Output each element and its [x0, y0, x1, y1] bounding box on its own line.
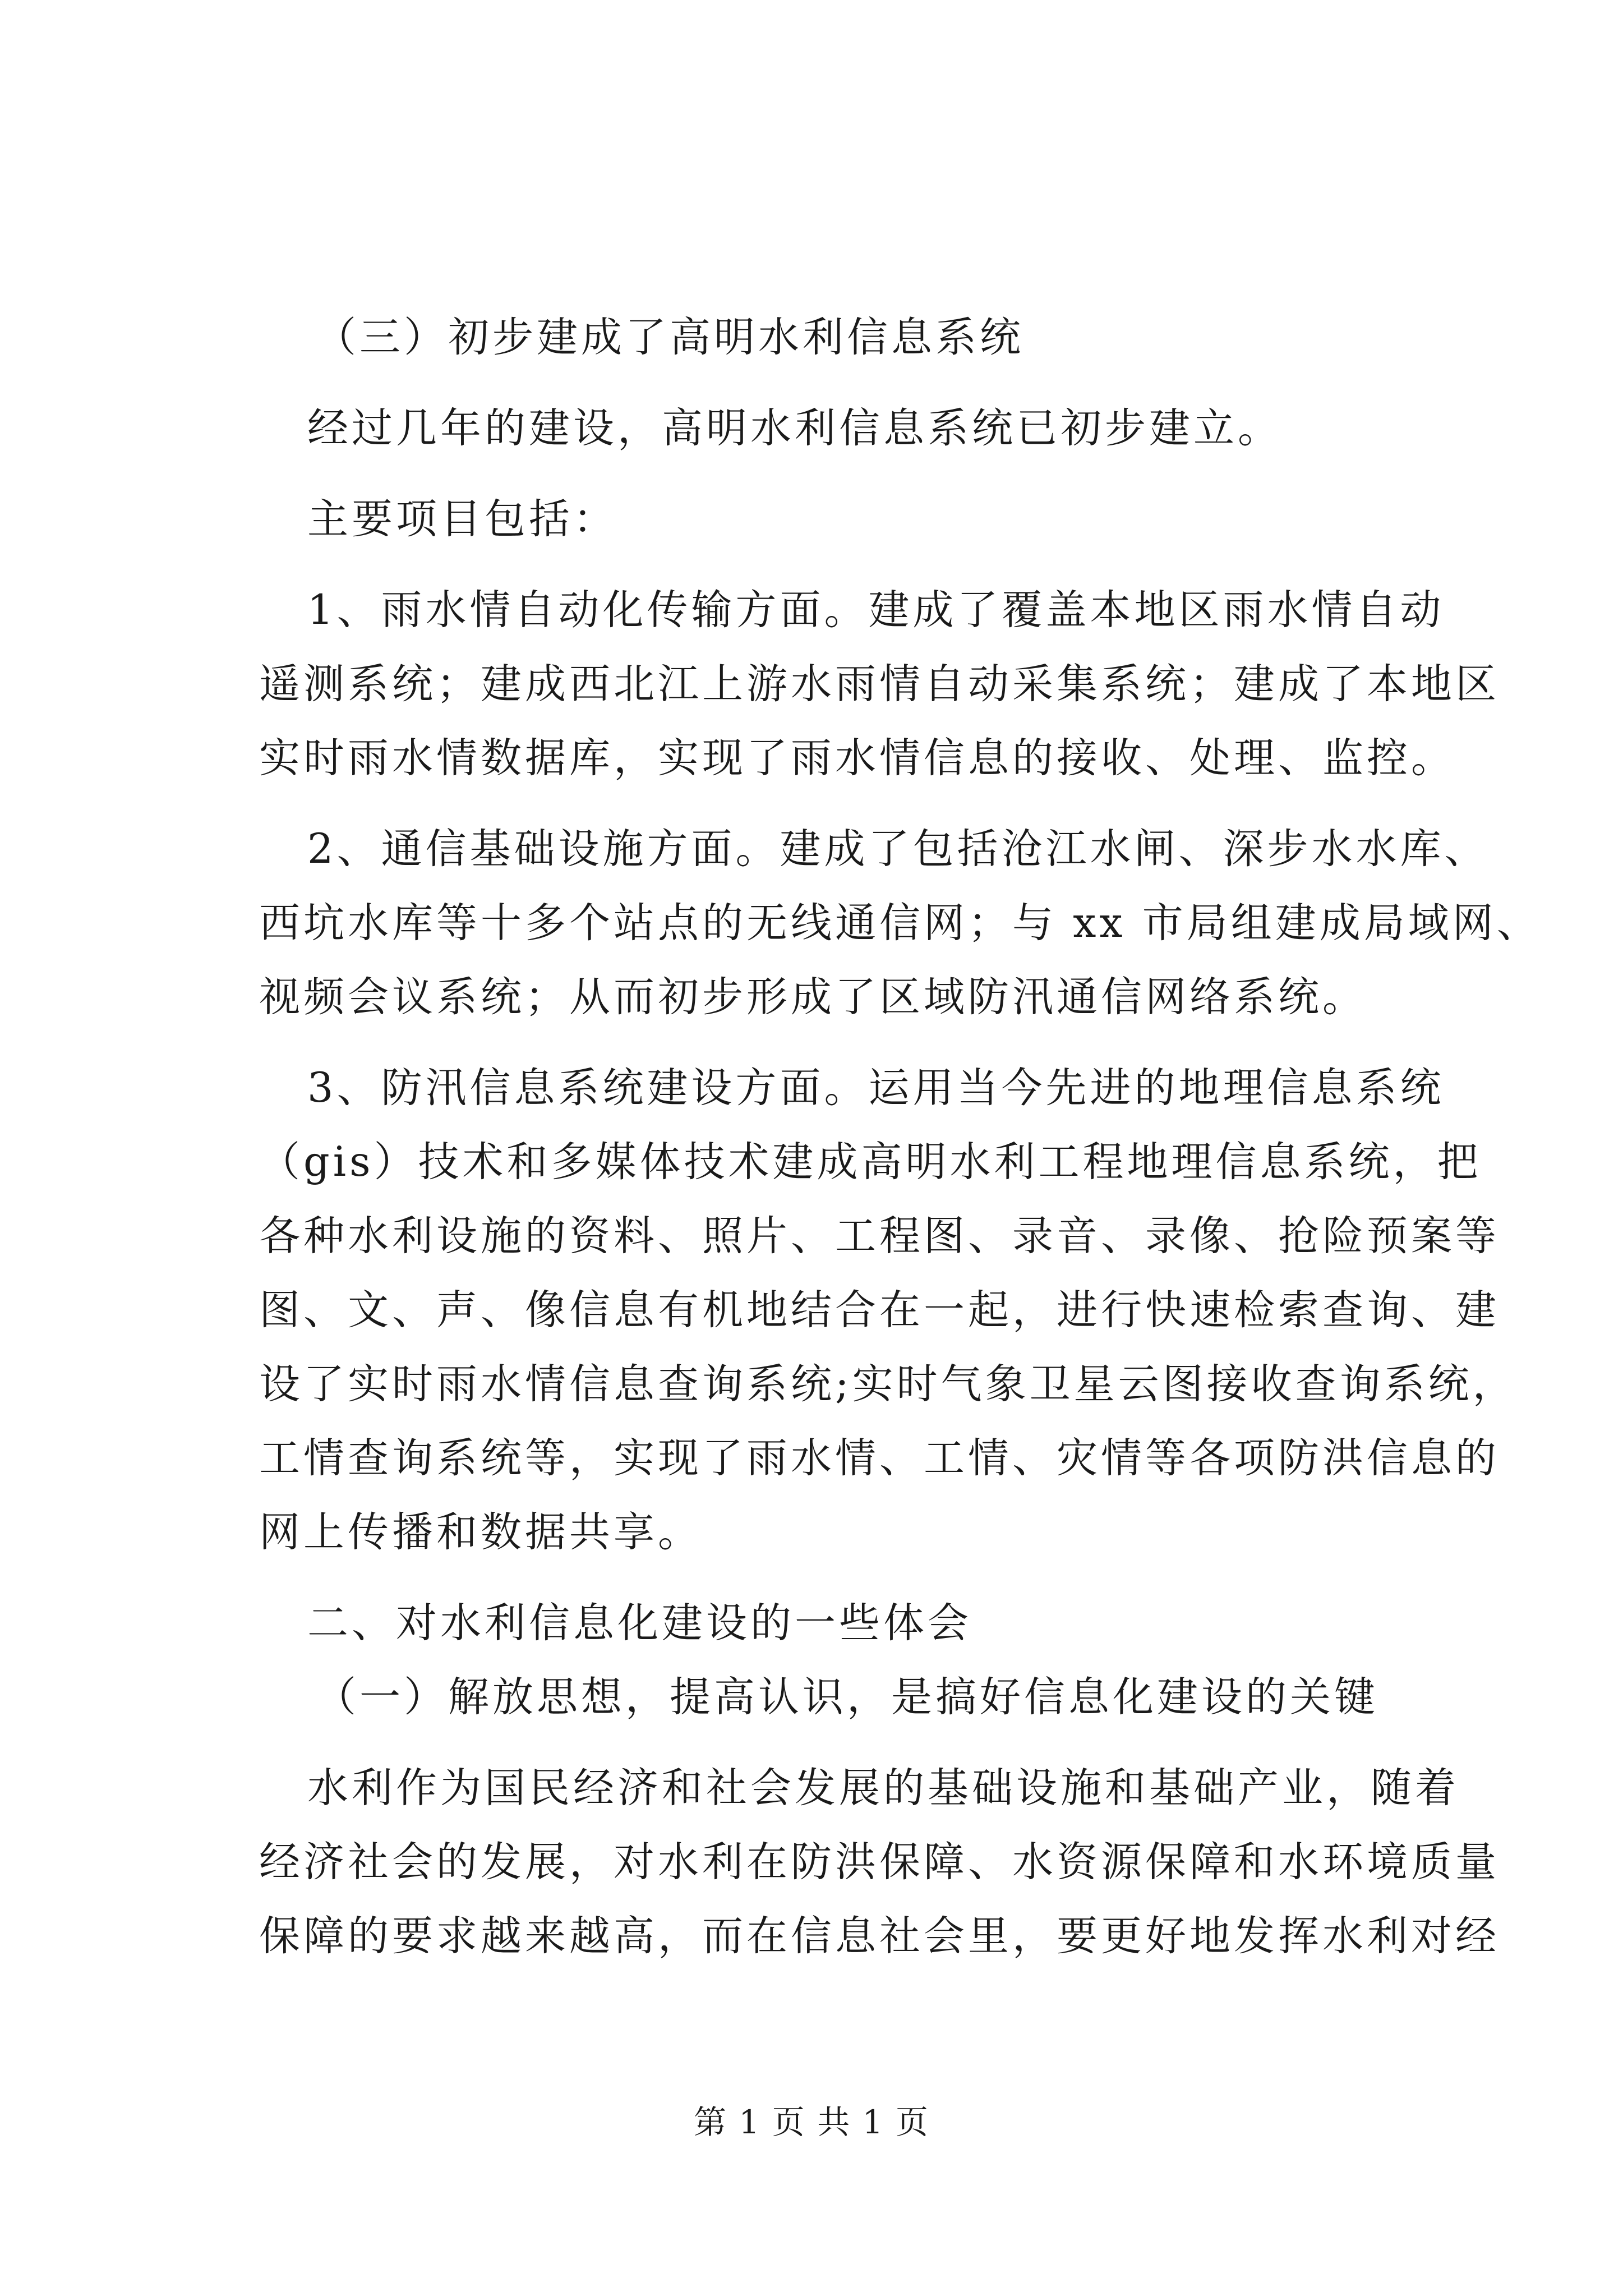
- list-item-3-line: （gis）技术和多媒体技术建成高明水利工程地理信息系统，把: [259, 1138, 1482, 1186]
- list-item-3-line: 网上传播和数据共享。: [259, 1508, 702, 1556]
- paragraph-line: 经济社会的发展，对水利在防洪保障、水资源保障和水环境质量: [259, 1838, 1500, 1886]
- paragraph-line: 保障的要求越来越高，而在信息社会里，要更好地发挥水利对经: [259, 1912, 1500, 1960]
- page-footer: 第 1 页 共 1 页: [694, 2103, 929, 2141]
- list-item-3-line: 工情查询系统等，实现了雨水情、工情、灾情等各项防洪信息的: [259, 1434, 1500, 1482]
- list-item-2-line: 视频会议系统；从而初步形成了区域防汛通信网络系统。: [259, 973, 1367, 1021]
- document-body: [259, 301, 1541, 1973]
- paragraph-line: 水利作为国民经济和社会发展的基础设施和基础产业，随着: [307, 1764, 1459, 1812]
- paragraph-line: 主要项目包括：: [307, 495, 617, 543]
- list-item-3-line: 各种水利设施的资料、照片、工程图、录音、录像、抢险预案等: [259, 1212, 1500, 1260]
- section-heading-3: （三）初步建成了高明水利信息系统: [315, 314, 1024, 361]
- paragraph-line: 经过几年的建设，高明水利信息系统已初步建立。: [307, 404, 1282, 452]
- list-item-3-line: 3、防汛信息系统建设方面。运用当今先进的地理信息系统: [307, 1064, 1445, 1112]
- list-item-3-line: 设了实时雨水情信息查询系统;实时气象卫星云图接收查询系统，: [259, 1360, 1517, 1408]
- list-item-1-line: 实时雨水情数据库，实现了雨水情信息的接收、处理、监控。: [259, 734, 1455, 782]
- list-item-1-line: 1、雨水情自动化传输方面。建成了覆盖本地区雨水情自动: [307, 586, 1445, 634]
- list-item-2-line: 2、通信基础设施方面。建成了包括沧江水闸、深步水水库、: [307, 825, 1489, 873]
- list-item-3-line: 图、文、声、像信息有机地结合在一起，进行快速检索查询、建: [259, 1286, 1500, 1334]
- section-heading-2: 二、对水利信息化建设的一些体会: [307, 1599, 972, 1647]
- list-item-2-line: 西坑水库等十多个站点的无线通信网；与 xx 市局组建成局域网、: [259, 899, 1541, 947]
- subsection-heading-1: （一）解放思想，提高认识，是搞好信息化建设的关键: [315, 1673, 1378, 1721]
- list-item-1-line: 遥测系统；建成西北江上游水雨情自动采集系统；建成了本地区: [259, 660, 1500, 708]
